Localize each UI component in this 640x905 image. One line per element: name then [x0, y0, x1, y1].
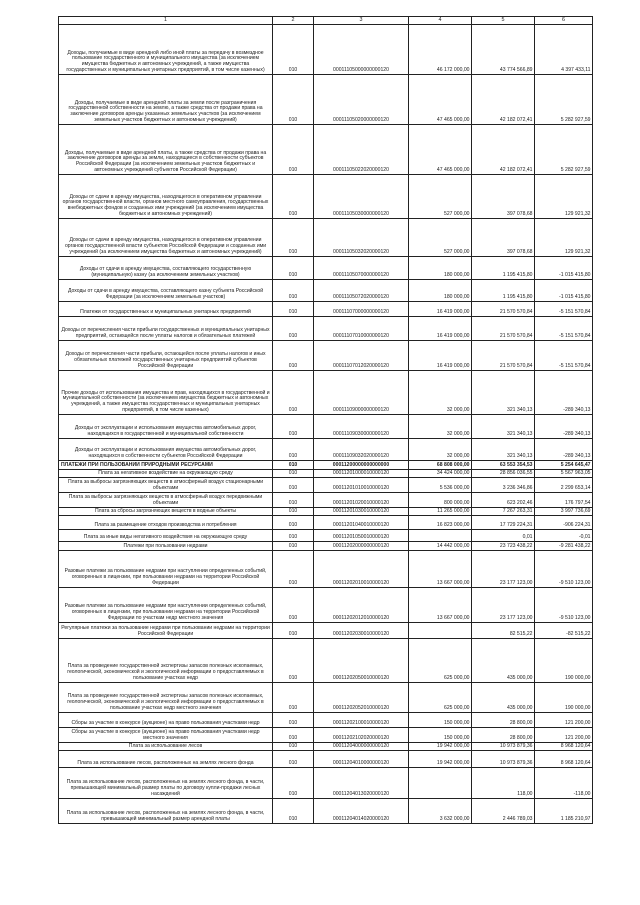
- row-description: Плата за использование лесов, расположенных на землях лесного фонда, в части, превышающей минимальный размер арендной платы: [59, 799, 273, 824]
- row-description: Сборы за участие в конкурсе (аукционе) на право пользования участками недр: [59, 713, 273, 728]
- row-unexecuted-amount: 129 921,32: [535, 219, 593, 257]
- row-description: Доходы от сдачи в аренду имущества, составляющего казну субъекта Российской Федерации (за исключением земельных участков): [59, 280, 273, 302]
- row-executed-amount: 23 177 123,00: [472, 588, 535, 623]
- row-budget-code: 00011202000000000120: [314, 542, 409, 551]
- row-executed-amount: 28 800,00: [472, 713, 535, 728]
- table-row: [59, 551, 593, 588]
- row-executed-amount: 1 195 415,80: [472, 280, 535, 302]
- row-unexecuted-amount: 8 968 120,64: [535, 751, 593, 768]
- row-line-code: 010: [273, 516, 314, 530]
- row-executed-amount: 7 267 263,31: [472, 508, 535, 516]
- row-approved-amount: 32 000,00: [409, 439, 472, 461]
- row-description: Доходы от перечисления части прибыли, остающейся после уплаты налогов и иных обязательных платежей государственных унитарных предприятий субъектов Российской Федерации: [59, 341, 273, 371]
- row-line-code: 010: [273, 75, 314, 125]
- row-unexecuted-amount: -9 281 438,22: [535, 542, 593, 551]
- table-row: [59, 75, 593, 125]
- row-approved-amount: 625 000,00: [409, 639, 472, 683]
- row-executed-amount: 43 774 566,89: [472, 25, 535, 75]
- table-row: [59, 175, 593, 219]
- row-executed-amount: 1 195 415,80: [472, 257, 535, 280]
- row-description: Доходы от сдачи в аренду имущества, находящегося в оперативном управлении органов государственной власти, органов местного самоуправления, государственных внебюджетных фондов и созданных ими учреждений (за исключением имущества бюджетных и автономных учреждений): [59, 175, 273, 219]
- row-unexecuted-amount: -289 340,13: [535, 415, 593, 439]
- table-row: [59, 728, 593, 743]
- row-description: Прочие доходы от использования имущества и прав, находящихся в государственной и муниципальной собственности (за исключением имущества бюджетных и автономных учреждений, а также имущества государственных и муниципальных унитарных предприятий, в том числе казенных): [59, 371, 273, 415]
- row-executed-amount: 23 177 123,00: [472, 551, 535, 588]
- table-row: [59, 478, 593, 493]
- row-approved-amount: 527 000,00: [409, 175, 472, 219]
- table-row: [59, 639, 593, 683]
- row-executed-amount: 10 973 879,36: [472, 743, 535, 751]
- table-row: [59, 743, 593, 751]
- row-executed-amount: 397 078,68: [472, 219, 535, 257]
- row-approved-amount: 800 000,00: [409, 493, 472, 508]
- budget-income-table: [58, 16, 593, 824]
- row-approved-amount: 68 808 000,00: [409, 461, 472, 470]
- row-description: Платежи при пользовании недрами: [59, 542, 273, 551]
- row-description: Доходы от сдачи в аренду имущества, находящегося в оперативном управлении органов государственной власти субъектов Российской Федерации и созданных ими учреждений (за исключением имущества бюджетных и автономных учреждений): [59, 219, 273, 257]
- row-unexecuted-amount: 121 200,00: [535, 713, 593, 728]
- table-row: [59, 280, 593, 302]
- row-approved-amount: 16 419 000,00: [409, 302, 472, 317]
- row-budget-code: 00011105020000000120: [314, 75, 409, 125]
- column-header: 2: [273, 17, 314, 25]
- table-row: [59, 415, 593, 439]
- row-line-code: 010: [273, 478, 314, 493]
- row-unexecuted-amount: 5 254 645,47: [535, 461, 593, 470]
- row-budget-code: 00011107010000000120: [314, 317, 409, 341]
- row-unexecuted-amount: 4 397 433,11: [535, 25, 593, 75]
- row-unexecuted-amount: -82 515,22: [535, 623, 593, 639]
- row-description: Доходы от эксплуатации и использования имущества автомобильных дорог, находящихся в государственной и муниципальной собственности: [59, 415, 273, 439]
- row-unexecuted-amount: 190 000,00: [535, 683, 593, 713]
- row-line-code: 010: [273, 302, 314, 317]
- row-unexecuted-amount: 121 200,00: [535, 728, 593, 743]
- row-executed-amount: 623 202,46: [472, 493, 535, 508]
- row-line-code: 010: [273, 317, 314, 341]
- row-description: Доходы, получаемые в виде арендной платы за земли после разграничения государственной собственности на землю, а также средства от продажи права на заключение договоров аренды указанных земельных участков (за исключением земельных участков бюджетных и автономных учреждений): [59, 75, 273, 125]
- row-description: Разовые платежи за пользование недрами при наступлении определенных событий, оговоренных в лицензии, при пользовании недрами на территории Российской Федерации по участкам недр местного значения: [59, 588, 273, 623]
- row-executed-amount: 10 973 879,36: [472, 751, 535, 768]
- row-unexecuted-amount: 5 282 927,59: [535, 75, 593, 125]
- row-executed-amount: 21 570 570,84: [472, 302, 535, 317]
- table-row: [59, 257, 593, 280]
- row-description: Плата за проведение государственной экспертизы запасов полезных ископаемых, геологической, экономической и экологической информации о предоставляемых в пользование участках недр местного значения: [59, 683, 273, 713]
- row-description: Плата за использование лесов, расположенных на землях лесного фонда, в части, превышающей минимальный размер платы по договору купли-продажи лесных насаждений: [59, 768, 273, 799]
- row-budget-code: 00011201030010000120: [314, 508, 409, 516]
- row-unexecuted-amount: 3 997 736,69: [535, 508, 593, 516]
- row-approved-amount: [409, 530, 472, 542]
- column-header: 3: [314, 17, 409, 25]
- row-budget-code: 00011109030000000120: [314, 415, 409, 439]
- row-line-code: 010: [273, 470, 314, 478]
- row-executed-amount: 42 182 072,41: [472, 75, 535, 125]
- row-approved-amount: 19 942 000,00: [409, 743, 472, 751]
- row-description: Плата за сбросы загрязняющих веществ в водные объекты: [59, 508, 273, 516]
- row-unexecuted-amount: -289 340,13: [535, 439, 593, 461]
- row-unexecuted-amount: -9 510 123,00: [535, 588, 593, 623]
- row-executed-amount: 23 723 438,22: [472, 542, 535, 551]
- row-executed-amount: 0,01: [472, 530, 535, 542]
- row-description: Сборы за участие в конкурсе (аукционе) на право пользования участками недр местного значения: [59, 728, 273, 743]
- table-row: [59, 623, 593, 639]
- row-approved-amount: 625 000,00: [409, 683, 472, 713]
- row-executed-amount: 28 856 036,55: [472, 470, 535, 478]
- row-approved-amount: 16 823 000,00: [409, 516, 472, 530]
- row-budget-code: 00011204000000000120: [314, 743, 409, 751]
- row-approved-amount: 16 419 000,00: [409, 341, 472, 371]
- row-budget-code: 00011202012010000120: [314, 588, 409, 623]
- row-executed-amount: 21 570 570,84: [472, 317, 535, 341]
- row-line-code: 010: [273, 461, 314, 470]
- row-line-code: 010: [273, 530, 314, 542]
- row-approved-amount: 5 536 000,00: [409, 478, 472, 493]
- row-unexecuted-amount: 2 299 653,14: [535, 478, 593, 493]
- row-line-code: 010: [273, 125, 314, 175]
- row-line-code: 010: [273, 439, 314, 461]
- table-row: [59, 799, 593, 824]
- row-executed-amount: 397 078,68: [472, 175, 535, 219]
- row-budget-code: 00011202052010000120: [314, 683, 409, 713]
- row-line-code: 010: [273, 588, 314, 623]
- row-executed-amount: 435 000,00: [472, 683, 535, 713]
- row-line-code: 010: [273, 639, 314, 683]
- row-budget-code: 00011105022020000120: [314, 125, 409, 175]
- row-executed-amount: 42 182 072,41: [472, 125, 535, 175]
- table-row: [59, 219, 593, 257]
- row-budget-code: 00011105072020000120: [314, 280, 409, 302]
- row-unexecuted-amount: 5 282 927,59: [535, 125, 593, 175]
- row-description: Плата за проведение государственной экспертизы запасов полезных ископаемых, геологической, экономической и экологической информации о предоставляемых в пользование участках недр: [59, 639, 273, 683]
- row-line-code: 010: [273, 751, 314, 768]
- row-line-code: 010: [273, 623, 314, 639]
- row-approved-amount: 34 424 000,00: [409, 470, 472, 478]
- row-unexecuted-amount: -0,01: [535, 530, 593, 542]
- row-description: Платежи от государственных и муниципальных унитарных предприятий: [59, 302, 273, 317]
- row-budget-code: 00011204014020000120: [314, 799, 409, 824]
- row-description: Доходы от сдачи в аренду имущества, составляющего государственную (муниципальную) казну (за исключением земельных участков): [59, 257, 273, 280]
- table-row: [59, 588, 593, 623]
- row-budget-code: 00011202100010000120: [314, 713, 409, 728]
- row-budget-code: 00011107012020000120: [314, 341, 409, 371]
- row-unexecuted-amount: 1 185 210,97: [535, 799, 593, 824]
- row-unexecuted-amount: -9 510 123,00: [535, 551, 593, 588]
- column-header: 6: [535, 17, 593, 25]
- row-executed-amount: 82 515,22: [472, 623, 535, 639]
- row-unexecuted-amount: 176 797,54: [535, 493, 593, 508]
- row-line-code: 010: [273, 542, 314, 551]
- row-description: Плата за размещение отходов производства и потребления: [59, 516, 273, 530]
- row-approved-amount: 47 465 000,00: [409, 125, 472, 175]
- row-approved-amount: 46 172 000,00: [409, 25, 472, 75]
- row-approved-amount: [409, 768, 472, 799]
- table-body: [59, 25, 593, 824]
- row-budget-code: 00011202030010000120: [314, 623, 409, 639]
- row-unexecuted-amount: -1 015 415,80: [535, 280, 593, 302]
- row-line-code: 010: [273, 493, 314, 508]
- table-row: [59, 317, 593, 341]
- row-line-code: 010: [273, 341, 314, 371]
- row-unexecuted-amount: 5 567 963,05: [535, 470, 593, 478]
- row-line-code: 010: [273, 713, 314, 728]
- row-budget-code: 00011201050010000120: [314, 530, 409, 542]
- table-row: [59, 542, 593, 551]
- row-line-code: 010: [273, 508, 314, 516]
- row-approved-amount: 16 419 000,00: [409, 317, 472, 341]
- row-executed-amount: 17 729 224,31: [472, 516, 535, 530]
- row-budget-code: 00011105070000000120: [314, 257, 409, 280]
- table-row: [59, 713, 593, 728]
- row-unexecuted-amount: -5 151 570,84: [535, 317, 593, 341]
- column-header: 5: [472, 17, 535, 25]
- row-budget-code: 00011204010000000120: [314, 751, 409, 768]
- row-unexecuted-amount: -289 340,13: [535, 371, 593, 415]
- row-executed-amount: 118,00: [472, 768, 535, 799]
- table-row: [59, 371, 593, 415]
- row-budget-code: 00011109000000000120: [314, 371, 409, 415]
- row-line-code: 010: [273, 415, 314, 439]
- row-executed-amount: 321 340,13: [472, 439, 535, 461]
- row-budget-code: 00011105032020000120: [314, 219, 409, 257]
- row-approved-amount: 527 000,00: [409, 219, 472, 257]
- row-executed-amount: 435 000,00: [472, 639, 535, 683]
- row-description: Плата за иные виды негативного воздействия на окружающую среду: [59, 530, 273, 542]
- row-approved-amount: [409, 623, 472, 639]
- row-description: Доходы от перечисления части прибыли государственных и муниципальных унитарных предприятий, остающейся после уплаты налогов и обязательных платежей: [59, 317, 273, 341]
- row-unexecuted-amount: -5 151 570,84: [535, 302, 593, 317]
- table-row: [59, 439, 593, 461]
- report-page: [58, 16, 592, 824]
- row-unexecuted-amount: 190 000,00: [535, 639, 593, 683]
- table-row: [59, 516, 593, 530]
- column-header: 1: [59, 17, 273, 25]
- row-unexecuted-amount: 8 968 120,64: [535, 743, 593, 751]
- row-description: Плата за выбросы загрязняющих веществ в атмосферный воздух стационарными объектами: [59, 478, 273, 493]
- row-line-code: 010: [273, 25, 314, 75]
- row-executed-amount: 3 236 346,86: [472, 478, 535, 493]
- row-executed-amount: 28 800,00: [472, 728, 535, 743]
- table-row: [59, 125, 593, 175]
- row-line-code: 010: [273, 219, 314, 257]
- row-budget-code: 00011201010010000120: [314, 478, 409, 493]
- table-row: [59, 461, 593, 470]
- row-description: Плата за негативное воздействие на окружающую среду: [59, 470, 273, 478]
- row-budget-code: 00011201040010000120: [314, 516, 409, 530]
- table-row: [59, 530, 593, 542]
- row-approved-amount: 32 000,00: [409, 371, 472, 415]
- row-approved-amount: 47 465 000,00: [409, 75, 472, 125]
- row-budget-code: 00011200000000000000: [314, 461, 409, 470]
- row-description: Разовые платежи за пользование недрами при наступлении определенных событий, оговоренных в лицензии, при пользовании недрами на территории Российской Федерации: [59, 551, 273, 588]
- row-executed-amount: 63 553 354,53: [472, 461, 535, 470]
- row-line-code: 010: [273, 768, 314, 799]
- row-line-code: 010: [273, 175, 314, 219]
- row-approved-amount: 150 000,00: [409, 713, 472, 728]
- row-line-code: 010: [273, 280, 314, 302]
- row-budget-code: 00011201020010000120: [314, 493, 409, 508]
- row-approved-amount: 13 667 000,00: [409, 588, 472, 623]
- row-budget-code: 00011202050010000120: [314, 639, 409, 683]
- table-row: [59, 493, 593, 508]
- table-row: [59, 508, 593, 516]
- row-description: Доходы, получаемые в виде арендной либо иной платы за передачу в возмездное пользование государственного и муниципального имущества (за исключением имущества бюджетных и автономных учреждений, а также имущества государственных и муниципальных унитарных предприятий, в том числе казенных): [59, 25, 273, 75]
- row-approved-amount: 180 000,00: [409, 257, 472, 280]
- row-unexecuted-amount: 129 921,32: [535, 175, 593, 219]
- row-unexecuted-amount: -1 015 415,80: [535, 257, 593, 280]
- row-approved-amount: 150 000,00: [409, 728, 472, 743]
- row-executed-amount: 321 340,13: [472, 371, 535, 415]
- row-budget-code: 00011204013020000120: [314, 768, 409, 799]
- row-description: Регулярные платежи за пользование недрами при пользовании недрами на территории Российской Федерации: [59, 623, 273, 639]
- table-row: [59, 751, 593, 768]
- row-approved-amount: 32 000,00: [409, 415, 472, 439]
- row-approved-amount: 13 667 000,00: [409, 551, 472, 588]
- table-row: [59, 341, 593, 371]
- row-line-code: 010: [273, 551, 314, 588]
- row-description: ПЛАТЕЖИ ПРИ ПОЛЬЗОВАНИИ ПРИРОДНЫМИ РЕСУРСАМИ: [59, 461, 273, 470]
- row-description: Доходы, получаемые в виде арендной платы, а также средства от продажи права на заключение договоров аренды за земли, находящиеся в собственности субъектов Российской Федерации (за исключением земельных участков бюджетных и автономных учреждений субъектов Российской Федерации): [59, 125, 273, 175]
- table-row: [59, 25, 593, 75]
- table-row: [59, 683, 593, 713]
- row-budget-code: 00011109032020000120: [314, 439, 409, 461]
- table-row: [59, 302, 593, 317]
- row-executed-amount: 2 446 789,03: [472, 799, 535, 824]
- column-header: 4: [409, 17, 472, 25]
- row-executed-amount: 21 570 570,84: [472, 341, 535, 371]
- row-approved-amount: 11 265 000,00: [409, 508, 472, 516]
- row-description: Плата за использование лесов: [59, 743, 273, 751]
- row-executed-amount: 321 340,13: [472, 415, 535, 439]
- row-line-code: 010: [273, 371, 314, 415]
- row-budget-code: 00011201000010000120: [314, 470, 409, 478]
- row-approved-amount: 19 942 000,00: [409, 751, 472, 768]
- row-unexecuted-amount: -906 224,31: [535, 516, 593, 530]
- row-line-code: 010: [273, 743, 314, 751]
- row-budget-code: 00011202010010000120: [314, 551, 409, 588]
- row-line-code: 010: [273, 728, 314, 743]
- row-line-code: 010: [273, 799, 314, 824]
- row-budget-code: 00011202102020000120: [314, 728, 409, 743]
- row-unexecuted-amount: -118,00: [535, 768, 593, 799]
- row-approved-amount: 180 000,00: [409, 280, 472, 302]
- table-row: [59, 768, 593, 799]
- table-header-row: [59, 17, 593, 25]
- row-budget-code: 00011105000000000120: [314, 25, 409, 75]
- row-unexecuted-amount: -5 151 570,84: [535, 341, 593, 371]
- row-line-code: 010: [273, 683, 314, 713]
- row-approved-amount: 3 632 000,00: [409, 799, 472, 824]
- row-approved-amount: 14 442 000,00: [409, 542, 472, 551]
- row-description: Доходы от эксплуатации и использования имущества автомобильных дорог, находящихся в собственности субъектов Российской Федерации: [59, 439, 273, 461]
- row-budget-code: 00011105030000000120: [314, 175, 409, 219]
- row-line-code: 010: [273, 257, 314, 280]
- row-budget-code: 00011107000000000120: [314, 302, 409, 317]
- table-row: [59, 470, 593, 478]
- row-description: Плата за выбросы загрязняющих веществ в атмосферный воздух передвижными объектами: [59, 493, 273, 508]
- row-description: Плата за использование лесов, расположенных на землях лесного фонда: [59, 751, 273, 768]
